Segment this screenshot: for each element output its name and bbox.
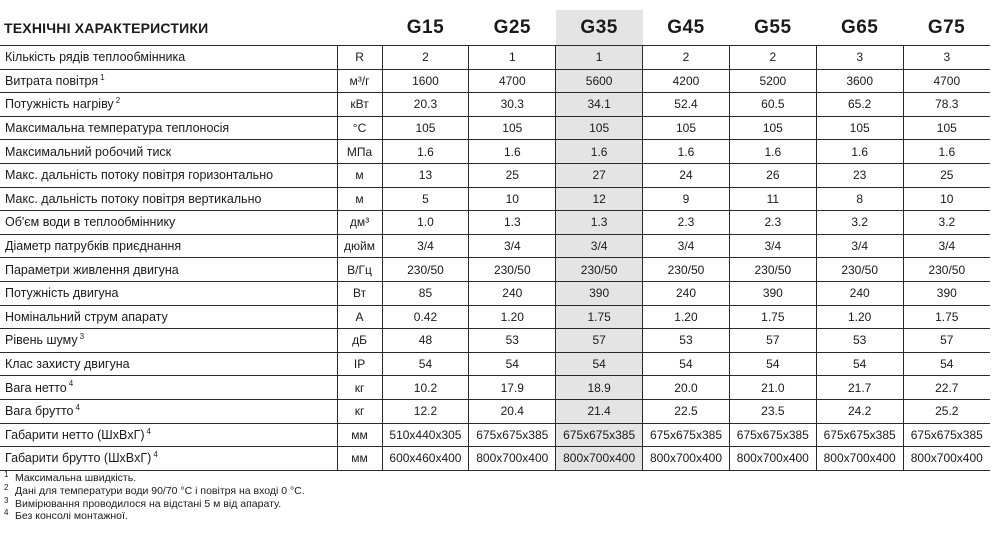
value-cell-g55: 230/50 (729, 258, 816, 282)
unit-cell: дБ (337, 329, 382, 353)
table-row (0, 93, 990, 117)
value-cell-g25: 30.3 (469, 93, 556, 117)
parameter-label: Габарити нетто (ШxВxГ) (5, 427, 145, 442)
table-row (0, 258, 990, 282)
model-header-g25: G25 (493, 16, 531, 38)
value-cell-g65: 23 (816, 163, 903, 187)
table-body (0, 46, 990, 471)
model-header-g15: G15 (406, 16, 445, 38)
parameter-name (0, 399, 337, 423)
footnote (4, 510, 305, 523)
value-cell-g25: 675x675x385 (469, 423, 556, 447)
value-cell-g55: 60.5 (729, 93, 816, 117)
value-cell-g55: 800x700x400 (729, 447, 816, 471)
table-row (0, 187, 990, 211)
value-cell-g45: 800x700x400 (643, 447, 730, 471)
parameter-label: Діаметр патрубків приєднання (5, 239, 182, 254)
footnote-number: 3 (4, 495, 9, 505)
parameter-label: Витрата повітря (5, 73, 99, 88)
table-row (0, 352, 990, 376)
value-cell-g35: 105 (556, 116, 643, 140)
unit-cell: А (337, 305, 382, 329)
table-row (0, 69, 990, 93)
value-cell-g25: 1.20 (469, 305, 556, 329)
value-cell-g55: 5200 (729, 69, 816, 93)
unit-cell: В/Гц (337, 258, 382, 282)
parameter-name (0, 329, 337, 353)
value-cell-g75: 230/50 (903, 258, 990, 282)
parameter-label: Номінальний струм апарату (5, 309, 168, 324)
parameter-name (0, 93, 337, 117)
footnotes (4, 472, 305, 523)
value-cell-g15: 1.6 (382, 140, 469, 164)
unit-column-header (337, 10, 382, 46)
value-cell-g65: 3.2 (816, 211, 903, 235)
value-cell-g35: 21.4 (556, 399, 643, 423)
value-cell-g45: 54 (643, 352, 730, 376)
parameter-name (0, 140, 337, 164)
table-header-row (0, 10, 990, 46)
value-cell-g65: 800x700x400 (816, 447, 903, 471)
value-cell-g75: 3/4 (903, 234, 990, 258)
value-cell-g15: 48 (382, 329, 469, 353)
value-cell-g15: 230/50 (382, 258, 469, 282)
value-cell-g25: 4700 (469, 69, 556, 93)
unit-cell: кВт (337, 93, 382, 117)
parameter-label: Потужність нагріву (5, 97, 114, 112)
value-cell-g35: 34.1 (556, 93, 643, 117)
parameter-label: Рівень шуму (5, 333, 78, 348)
value-cell-g45: 24 (643, 163, 730, 187)
table-row (0, 281, 990, 305)
parameter-label: Кількість рядів теплообмінника (5, 50, 186, 65)
value-cell-g75: 390 (903, 281, 990, 305)
specifications-table (0, 10, 990, 471)
value-cell-g75: 3.2 (903, 211, 990, 235)
unit-cell: м (337, 187, 382, 211)
value-cell-g65: 240 (816, 281, 903, 305)
value-cell-g15: 1.0 (382, 211, 469, 235)
value-cell-g55: 105 (729, 116, 816, 140)
value-cell-g65: 1.6 (816, 140, 903, 164)
value-cell-g35: 27 (556, 163, 643, 187)
value-cell-g55: 23.5 (729, 399, 816, 423)
value-cell-g65: 8 (816, 187, 903, 211)
parameter-name (0, 187, 337, 211)
value-cell-g45: 240 (643, 281, 730, 305)
value-cell-g45: 2 (643, 46, 730, 70)
value-cell-g75: 675x675x385 (903, 423, 990, 447)
value-cell-g45: 675x675x385 (643, 423, 730, 447)
footnote-marker: 2 (115, 96, 121, 106)
value-cell-g35: 1 (556, 46, 643, 70)
value-cell-g75: 4700 (903, 69, 990, 93)
value-cell-g55: 57 (729, 329, 816, 353)
value-cell-g55: 1.75 (729, 305, 816, 329)
parameter-label: Потужність двигуна (5, 286, 119, 301)
value-cell-g15: 12.2 (382, 399, 469, 423)
table-row (0, 305, 990, 329)
parameter-name (0, 116, 337, 140)
value-cell-g15: 600x460x400 (382, 447, 469, 471)
footnote-marker: 4 (68, 379, 74, 389)
value-cell-g75: 54 (903, 352, 990, 376)
unit-cell: м³/г (337, 69, 382, 93)
value-cell-g75: 78.3 (903, 93, 990, 117)
value-cell-g15: 10.2 (382, 376, 469, 400)
table-row (0, 163, 990, 187)
footnote-number: 2 (4, 482, 9, 492)
model-header-g35: G35 (556, 10, 643, 46)
table-row (0, 46, 990, 70)
value-cell-g15: 54 (382, 352, 469, 376)
value-cell-g15: 3/4 (382, 234, 469, 258)
value-cell-g15: 510x440x305 (382, 423, 469, 447)
value-cell-g75: 3 (903, 46, 990, 70)
value-cell-g35: 390 (556, 281, 643, 305)
value-cell-g55: 390 (729, 281, 816, 305)
table-row (0, 423, 990, 447)
value-cell-g65: 1.20 (816, 305, 903, 329)
unit-cell: IP (337, 352, 382, 376)
parameter-label: Максимальний робочий тиск (5, 144, 172, 159)
table-row (0, 376, 990, 400)
value-cell-g15: 2 (382, 46, 469, 70)
value-cell-g25: 25 (469, 163, 556, 187)
value-cell-g55: 54 (729, 352, 816, 376)
unit-cell: Вт (337, 281, 382, 305)
unit-cell: °C (337, 116, 382, 140)
value-cell-g25: 230/50 (469, 258, 556, 282)
value-cell-g15: 105 (382, 116, 469, 140)
value-cell-g25: 10 (469, 187, 556, 211)
value-cell-g25: 17.9 (469, 376, 556, 400)
value-cell-g25: 3/4 (469, 234, 556, 258)
value-cell-g65: 53 (816, 329, 903, 353)
unit-cell: МПа (337, 140, 382, 164)
footnote-marker: 3 (79, 332, 85, 342)
value-cell-g25: 240 (469, 281, 556, 305)
parameter-name (0, 305, 337, 329)
footnote-marker: 4 (153, 450, 158, 460)
value-cell-g35: 12 (556, 187, 643, 211)
value-cell-g55: 675x675x385 (729, 423, 816, 447)
unit-cell: м (337, 163, 382, 187)
unit-cell: дюйм (337, 234, 382, 258)
footnote-text: Без консолі монтажної. (15, 510, 128, 523)
value-cell-g45: 53 (643, 329, 730, 353)
value-cell-g35: 1.3 (556, 211, 643, 235)
value-cell-g35: 3/4 (556, 234, 643, 258)
parameter-name (0, 234, 337, 258)
parameter-name (0, 46, 337, 70)
value-cell-g55: 3/4 (729, 234, 816, 258)
value-cell-g45: 9 (643, 187, 730, 211)
value-cell-g35: 675x675x385 (556, 423, 643, 447)
parameter-name (0, 376, 337, 400)
value-cell-g35: 800x700x400 (556, 447, 643, 471)
value-cell-g75: 22.7 (903, 376, 990, 400)
value-cell-g35: 1.75 (556, 305, 643, 329)
value-cell-g75: 1.6 (903, 140, 990, 164)
value-cell-g75: 10 (903, 187, 990, 211)
table-row (0, 329, 990, 353)
footnote-text: Максимальна швидкість. (15, 472, 137, 484)
parameter-name (0, 447, 337, 471)
value-cell-g15: 85 (382, 281, 469, 305)
footnote-text: Дані для температури води 90/70 °C і повітря на вході 0 °C. (15, 484, 305, 497)
parameter-label: Клас захисту двигуна (5, 357, 130, 372)
value-cell-g45: 2.3 (643, 211, 730, 235)
value-cell-g45: 20.0 (643, 376, 730, 400)
value-cell-g75: 800x700x400 (903, 447, 990, 471)
model-header-g45: G45 (667, 16, 705, 38)
parameter-name (0, 423, 337, 447)
value-cell-g35: 1.6 (556, 140, 643, 164)
model-header-g75: G75 (927, 16, 966, 38)
table-row (0, 116, 990, 140)
parameter-label: Об'єм води в теплообміннику (5, 215, 176, 230)
value-cell-g55: 26 (729, 163, 816, 187)
unit-cell: мм (337, 447, 382, 471)
value-cell-g55: 1.6 (729, 140, 816, 164)
value-cell-g35: 57 (556, 329, 643, 353)
parameter-label: Параметри живлення двигуна (5, 262, 179, 277)
table-title: ТЕХНІЧНІ ХАРАКТЕРИСТИКИ (4, 19, 209, 36)
footnote-marker: 4 (75, 403, 80, 413)
value-cell-g55: 21.0 (729, 376, 816, 400)
value-cell-g15: 1600 (382, 69, 469, 93)
parameter-label: Вага нетто (5, 380, 67, 395)
value-cell-g15: 0.42 (382, 305, 469, 329)
value-cell-g35: 18.9 (556, 376, 643, 400)
unit-cell: кг (337, 376, 382, 400)
value-cell-g35: 5600 (556, 69, 643, 93)
unit-cell: мм (337, 423, 382, 447)
value-cell-g65: 230/50 (816, 258, 903, 282)
table-row (0, 140, 990, 164)
value-cell-g65: 105 (816, 116, 903, 140)
value-cell-g15: 13 (382, 163, 469, 187)
value-cell-g65: 675x675x385 (816, 423, 903, 447)
model-header-g65: G65 (840, 16, 879, 38)
value-cell-g25: 1 (469, 46, 556, 70)
parameter-name (0, 211, 337, 235)
parameter-name (0, 163, 337, 187)
value-cell-g75: 25 (903, 163, 990, 187)
value-cell-g45: 22.5 (643, 399, 730, 423)
value-cell-g65: 65.2 (816, 93, 903, 117)
value-cell-g45: 3/4 (643, 234, 730, 258)
value-cell-g55: 2.3 (729, 211, 816, 235)
value-cell-g25: 20.4 (469, 399, 556, 423)
table-row (0, 211, 990, 235)
footnote (4, 482, 305, 498)
value-cell-g45: 1.6 (643, 140, 730, 164)
value-cell-g45: 230/50 (643, 258, 730, 282)
footnote-marker: 1 (100, 72, 105, 82)
value-cell-g55: 11 (729, 187, 816, 211)
value-cell-g25: 53 (469, 329, 556, 353)
value-cell-g65: 3600 (816, 69, 903, 93)
footnote-number: 1 (4, 470, 9, 479)
footnote (4, 472, 305, 485)
value-cell-g15: 5 (382, 187, 469, 211)
value-cell-g75: 25.2 (903, 399, 990, 423)
value-cell-g25: 1.6 (469, 140, 556, 164)
parameter-name (0, 281, 337, 305)
footnote (4, 495, 305, 511)
value-cell-g35: 230/50 (556, 258, 643, 282)
parameter-name (0, 258, 337, 282)
value-cell-g65: 24.2 (816, 399, 903, 423)
value-cell-g45: 1.20 (643, 305, 730, 329)
value-cell-g25: 105 (469, 116, 556, 140)
footnote-marker: 4 (146, 426, 151, 436)
unit-cell: дм³ (337, 211, 382, 235)
parameter-label: Максимальна температура теплоносія (5, 121, 230, 136)
value-cell-g25: 1.3 (469, 211, 556, 235)
table-row (0, 447, 990, 471)
parameter-name (0, 352, 337, 376)
value-cell-g35: 54 (556, 352, 643, 376)
value-cell-g65: 54 (816, 352, 903, 376)
footnote-text: Вимірювання проводилося на відстані 5 м від апарату. (15, 497, 282, 510)
value-cell-g75: 1.75 (903, 305, 990, 329)
value-cell-g25: 54 (469, 352, 556, 376)
parameter-label: Макс. дальність потоку повітря горизонтально (5, 168, 274, 183)
value-cell-g65: 3/4 (816, 234, 903, 258)
table-row (0, 399, 990, 423)
value-cell-g65: 3 (816, 46, 903, 70)
unit-cell: R (337, 46, 382, 70)
parameter-name (0, 69, 337, 93)
unit-cell: кг (337, 399, 382, 423)
table-row (0, 234, 990, 258)
value-cell-g55: 2 (729, 46, 816, 70)
model-header-g55: G55 (754, 16, 792, 38)
value-cell-g45: 4200 (643, 69, 730, 93)
value-cell-g65: 21.7 (816, 376, 903, 400)
parameter-label: Макс. дальність потоку повітря вертикально (5, 191, 262, 206)
value-cell-g15: 20.3 (382, 93, 469, 117)
value-cell-g25: 800x700x400 (469, 447, 556, 471)
value-cell-g75: 105 (903, 116, 990, 140)
footnote-number: 4 (4, 508, 9, 518)
value-cell-g45: 52.4 (643, 93, 730, 117)
parameter-label: Габарити брутто (ШxВxГ) (5, 451, 152, 466)
value-cell-g75: 57 (903, 329, 990, 353)
parameter-label: Вага брутто (5, 404, 74, 419)
value-cell-g45: 105 (643, 116, 730, 140)
